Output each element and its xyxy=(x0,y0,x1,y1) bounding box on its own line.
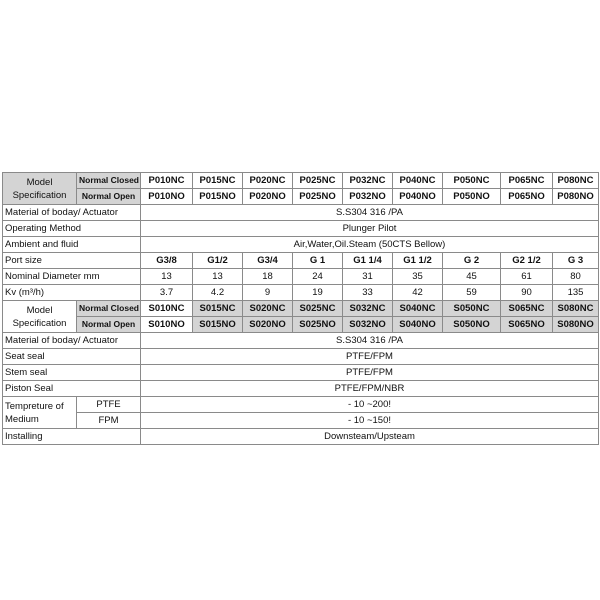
t1-nc-model: P040NC xyxy=(393,173,443,189)
t1-fluid-label: Ambient and fluid xyxy=(3,237,141,253)
t1-kv-row xyxy=(3,285,599,301)
t1-nc-label: Normal Closed xyxy=(77,173,141,189)
t1-nc-model: P050NC xyxy=(443,173,501,189)
t2-piston-row xyxy=(3,381,599,397)
t1-no-label: Normal Open xyxy=(77,189,141,205)
kv-value: 9 xyxy=(243,285,293,301)
t1-material-row xyxy=(3,205,599,221)
kv-value: 33 xyxy=(343,285,393,301)
t2-nc-row xyxy=(3,301,599,317)
port-size: G2 1/2 xyxy=(501,253,553,269)
t1-diam-label: Nominal Diameter mm xyxy=(3,269,141,285)
t1-no-model: P080NO xyxy=(553,189,599,205)
t1-no-model: P025NO xyxy=(293,189,343,205)
t1-port-row xyxy=(3,253,599,269)
nominal-diameter: 31 xyxy=(343,269,393,285)
nominal-diameter: 13 xyxy=(141,269,193,285)
port-size: G1 1/4 xyxy=(343,253,393,269)
t1-nc-model: P032NC xyxy=(343,173,393,189)
t2-ptfe-value: - 10 ~200! xyxy=(141,397,599,413)
t1-no-model: P050NO xyxy=(443,189,501,205)
t2-installing-label: Installing xyxy=(3,429,141,445)
t2-no-model: S050NO xyxy=(443,317,501,333)
t2-seat-value: PTFE/FPM xyxy=(141,349,599,365)
t2-fpm-label: FPM xyxy=(77,413,141,429)
t2-no-model: S010NO xyxy=(141,317,193,333)
port-size: G1 1/2 xyxy=(393,253,443,269)
t2-nc-model: S015NC xyxy=(193,301,243,317)
t2-no-model: S020NO xyxy=(243,317,293,333)
kv-value: 90 xyxy=(501,285,553,301)
t2-material-label: Material of boday/ Actuator xyxy=(3,333,141,349)
t2-nc-model: S080NC xyxy=(553,301,599,317)
t1-model-label xyxy=(3,173,77,205)
t2-nc-model: S020NC xyxy=(243,301,293,317)
t1-no-row xyxy=(3,189,599,205)
t1-nc-model: P010NC xyxy=(141,173,193,189)
t2-ptfe-label: PTFE xyxy=(77,397,141,413)
t1-no-model: P020NO xyxy=(243,189,293,205)
t1-material-value: S.S304 316 /PA xyxy=(141,205,599,221)
t1-method-label: Operating Method xyxy=(3,221,141,237)
nominal-diameter: 45 xyxy=(443,269,501,285)
nominal-diameter: 24 xyxy=(293,269,343,285)
t1-kv-label: Kv (m³/h) xyxy=(3,285,141,301)
port-size: G 2 xyxy=(443,253,501,269)
t1-no-model: P065NO xyxy=(501,189,553,205)
t2-ptfe-row xyxy=(3,397,599,413)
t1-nc-row xyxy=(3,173,599,189)
t1-material-label: Material of boday/ Actuator xyxy=(3,205,141,221)
t2-piston-value: PTFE/FPM/NBR xyxy=(141,381,599,397)
nominal-diameter: 61 xyxy=(501,269,553,285)
t2-seat-row xyxy=(3,349,599,365)
port-size: G1/2 xyxy=(193,253,243,269)
t2-no-model: S032NO xyxy=(343,317,393,333)
t2-no-model: S015NO xyxy=(193,317,243,333)
t2-stem-label: Stem seal xyxy=(3,365,141,381)
t2-fpm-row xyxy=(3,413,599,429)
t2-temp-label xyxy=(3,397,77,429)
t2-stem-row xyxy=(3,365,599,381)
kv-value: 3.7 xyxy=(141,285,193,301)
t2-no-model: S065NO xyxy=(501,317,553,333)
t2-nc-model: S050NC xyxy=(443,301,501,317)
t2-nc-model: S010NC xyxy=(141,301,193,317)
t2-no-model: S080NO xyxy=(553,317,599,333)
t2-material-row xyxy=(3,333,599,349)
nominal-diameter: 35 xyxy=(393,269,443,285)
t2-no-model: S025NO xyxy=(293,317,343,333)
kv-value: 4.2 xyxy=(193,285,243,301)
t2-nc-model: S025NC xyxy=(293,301,343,317)
t1-no-model: P010NO xyxy=(141,189,193,205)
t2-nc-model: S065NC xyxy=(501,301,553,317)
kv-value: 59 xyxy=(443,285,501,301)
t1-method-value: Plunger Pilot xyxy=(141,221,599,237)
t1-nc-model: P065NC xyxy=(501,173,553,189)
t1-method-row xyxy=(3,221,599,237)
spec-table xyxy=(2,172,599,445)
t1-fluid-value: Air,Water,Oil.Steam (50CTS Bellow) xyxy=(141,237,599,253)
t2-no-model: S040NO xyxy=(393,317,443,333)
t2-no-label: Normal Open xyxy=(77,317,141,333)
t2-seat-label: Seat seal xyxy=(3,349,141,365)
t2-piston-label: Piston Seal xyxy=(3,381,141,397)
t1-diam-row xyxy=(3,269,599,285)
kv-value: 19 xyxy=(293,285,343,301)
port-size: G3/4 xyxy=(243,253,293,269)
t1-no-model: P032NO xyxy=(343,189,393,205)
t1-no-model: P040NO xyxy=(393,189,443,205)
t1-model-text: Model Specification xyxy=(12,176,67,201)
t1-fluid-row xyxy=(3,237,599,253)
t2-no-row xyxy=(3,317,599,333)
port-size: G 3 xyxy=(553,253,599,269)
t1-nc-model: P080NC xyxy=(553,173,599,189)
nominal-diameter: 80 xyxy=(553,269,599,285)
t1-nc-model: P025NC xyxy=(293,173,343,189)
t2-installing-row xyxy=(3,429,599,445)
t2-nc-label: Normal Closed xyxy=(77,301,141,317)
t2-fpm-value: - 10 ~150! xyxy=(141,413,599,429)
t2-installing-value: Downsteam/Upsteam xyxy=(141,429,599,445)
port-size: G3/8 xyxy=(141,253,193,269)
t2-temp-text: Tempreture of Medium xyxy=(5,400,64,425)
t1-nc-model: P015NC xyxy=(193,173,243,189)
port-size: G 1 xyxy=(293,253,343,269)
t1-port-label: Port size xyxy=(3,253,141,269)
t2-material-value: S.S304 316 /PA xyxy=(141,333,599,349)
t2-model-text: Model Specification xyxy=(12,304,67,329)
nominal-diameter: 13 xyxy=(193,269,243,285)
t2-model-label xyxy=(3,301,77,333)
nominal-diameter: 18 xyxy=(243,269,293,285)
t1-no-model: P015NO xyxy=(193,189,243,205)
t2-nc-model: S040NC xyxy=(393,301,443,317)
kv-value: 135 xyxy=(553,285,599,301)
t2-stem-value: PTFE/FPM xyxy=(141,365,599,381)
t2-nc-model: S032NC xyxy=(343,301,393,317)
kv-value: 42 xyxy=(393,285,443,301)
t1-nc-model: P020NC xyxy=(243,173,293,189)
